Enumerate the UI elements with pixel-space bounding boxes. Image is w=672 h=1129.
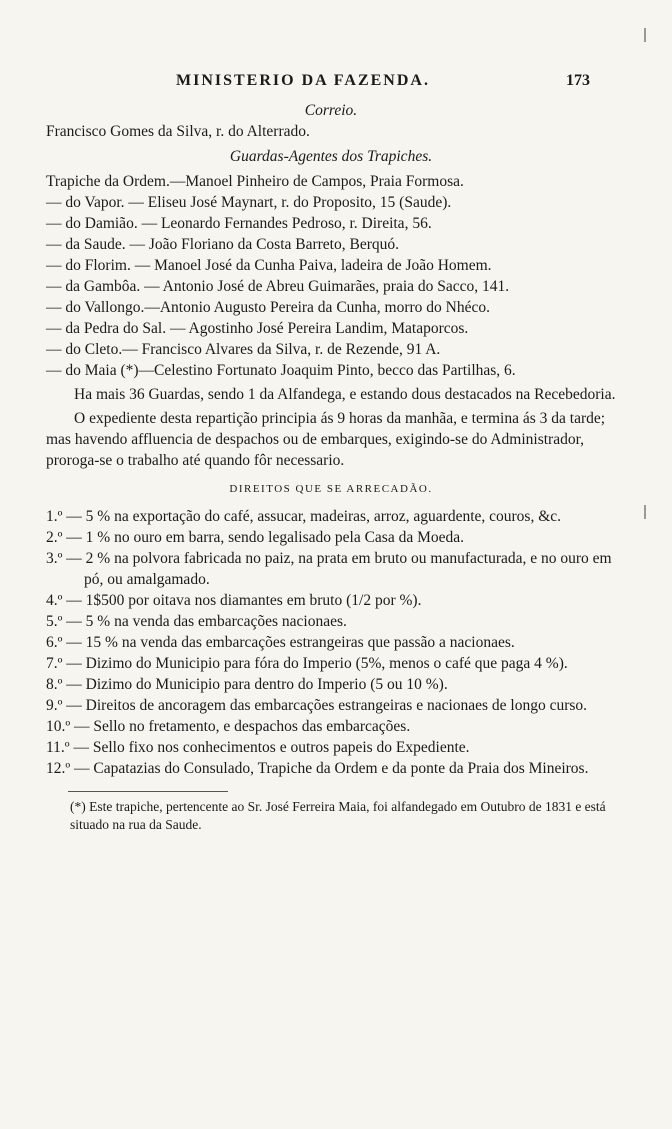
list-item: 9.º — Direitos de ancoragem das embarcações estrangeiras e nacionaes de longo curso. xyxy=(46,697,588,714)
page-number: 173 xyxy=(566,72,590,89)
list-item: 7.º — Dizimo do Municipio para fóra do Imperio (5%, menos o café que paga 4 %). xyxy=(46,655,568,672)
list-item: 3.º — 2 % na polvora fabricada no paiz, na prata em bruto ou manufacturada, e no ouro em pó, ou amalgamado. xyxy=(46,550,612,588)
list-item: — do Vapor. — Eliseu José Maynart, r. do Proposito, 15 (Saude). xyxy=(46,194,452,211)
list-item: — do Vallongo.—Antonio Augusto Pereira da Cunha, morro do Nhéco. xyxy=(46,299,490,316)
guardas-list xyxy=(46,171,616,381)
list-item: Trapiche da Ordem.—Manoel Pinheiro de Campos, Praia Formosa. xyxy=(46,173,464,190)
list-item: — da Pedra do Sal. — Agostinho José Pereira Landim, Mataporcos. xyxy=(46,320,469,337)
list-item: 8.º — Dizimo do Municipio para dentro do Imperio (5 ou 10 %). xyxy=(46,676,448,693)
list-item: — da Gambôa. — Antonio José de Abreu Guimarães, praia do Sacco, 141. xyxy=(46,278,510,295)
edge-mark xyxy=(644,505,646,519)
list-item: 1.º — 5 % na exportação do café, assucar, madeiras, arroz, aguardente, couros, &c. xyxy=(46,508,562,525)
footnote-rule xyxy=(68,791,228,792)
direitos-list xyxy=(46,506,616,779)
list-item: — do Maia (*)—Celestino Fortunato Joaquim Pinto, becco das Partilhas, 6. xyxy=(46,362,516,379)
list-item: 5.º — 5 % na venda das embarcações nacionaes. xyxy=(46,613,347,630)
list-item: — do Cleto.— Francisco Alvares da Silva, r. de Rezende, 91 A. xyxy=(46,341,441,358)
direitos-heading: DIREITOS QUE SE ARRECADÃO. xyxy=(229,483,433,495)
list-item: 12.º — Capatazias do Consulado, Trapiche da Ordem e da ponte da Praia dos Mineiros. xyxy=(46,760,589,777)
list-item: — do Florim. — Manoel José da Cunha Paiva, ladeira de João Homem. xyxy=(46,257,492,274)
edge-mark xyxy=(644,28,646,42)
guardas-heading: Guardas-Agentes dos Trapiches. xyxy=(229,148,433,165)
correio-line: Francisco Gomes da Silva, r. do Alterrado. xyxy=(46,123,310,140)
page-content xyxy=(46,100,616,834)
running-title: MINISTERIO DA FAZENDA. xyxy=(176,72,430,89)
list-item: 4.º — 1$500 por oitava nos diamantes em bruto (1/2 por %). xyxy=(46,592,422,609)
running-header xyxy=(0,72,672,96)
list-item: 11.º — Sello fixo nos conhecimentos e outros papeis do Expediente. xyxy=(46,739,470,756)
list-item: 10.º — Sello no fretamento, e despachos das embarcações. xyxy=(46,718,411,735)
footnote: (*) Este trapiche, pertencente ao Sr. José Ferreira Maia, foi alfandegado em Outubro de 1831 e está situado na rua da Saude. xyxy=(70,799,606,832)
list-item: — da Saude. — João Floriano da Costa Barreto, Berquó. xyxy=(46,236,399,253)
list-item: 2.º — 1 % no ouro em barra, sendo legalisado pela Casa da Moeda. xyxy=(46,529,465,546)
correio-heading: Correio. xyxy=(304,102,358,119)
paragraph: Ha mais 36 Guardas, sendo 1 da Alfandega, e estando dous destacados na Recebedoria. xyxy=(74,386,616,403)
list-item: — do Damião. — Leonardo Fernandes Pedroso, r. Direita, 56. xyxy=(46,215,432,232)
list-item: 6.º — 15 % na venda das embarcações estrangeiras que passão a nacionaes. xyxy=(46,634,515,651)
paragraph: O expediente desta repartição principia ás 9 horas da manhãa, e termina ás 3 da tarde; mas havendo affluencia de despachos ou de embarques, exigindo-se do Administrador, proroga-se o trabalho até quando fôr necessario. xyxy=(46,410,606,469)
